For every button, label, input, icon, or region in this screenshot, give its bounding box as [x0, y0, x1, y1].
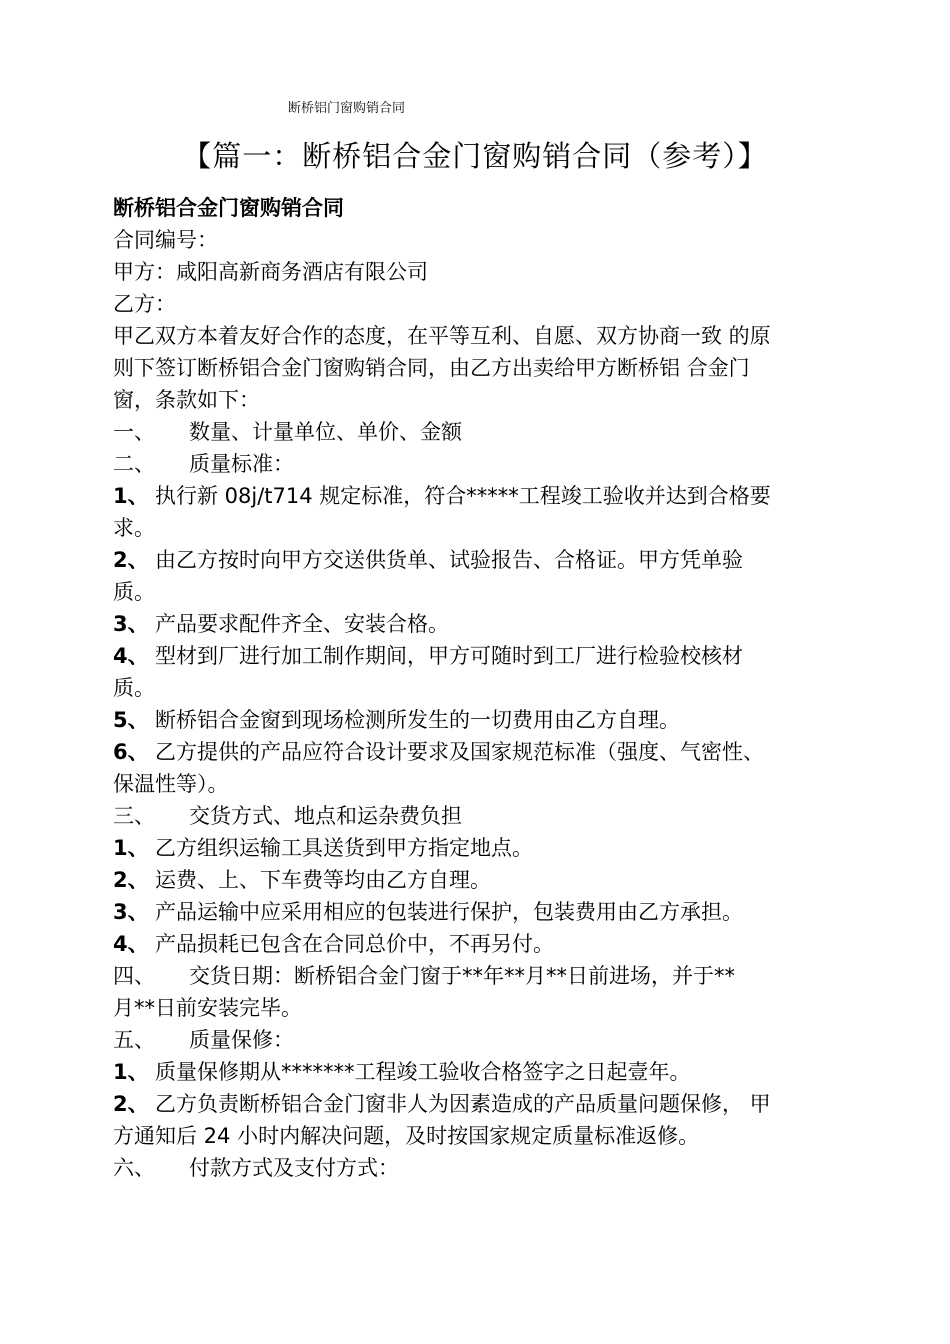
line-text: 由乙方按时向甲方交送供货单、试验报告、合格证。甲方凭单验 — [155, 548, 743, 572]
line-text: 窗，条款如下： — [113, 388, 260, 412]
line-text: 甲方：咸阳高新商务酒店有限公司 — [113, 260, 428, 284]
clause-item — [113, 704, 861, 736]
line-text: 质。 — [113, 676, 155, 700]
clause-item — [113, 480, 861, 512]
clause-number: 5、 — [113, 708, 149, 732]
clause-item — [113, 640, 861, 672]
document-title: 【篇一：断桥铝合金门窗购销合同（参考）】 — [182, 139, 768, 173]
section-number: 三、 — [113, 804, 155, 828]
clause-item — [113, 1056, 861, 1088]
text-line — [113, 288, 861, 320]
text-line — [113, 352, 861, 384]
text-line — [113, 992, 861, 1024]
clause-item — [113, 928, 861, 960]
clause-number: 4、 — [113, 932, 149, 956]
section-number: 一、 — [113, 420, 155, 444]
section-number: 五、 — [113, 1028, 155, 1052]
line-text: 乙方： — [113, 292, 176, 316]
text-line — [113, 384, 861, 416]
line-text: 质。 — [113, 580, 155, 604]
section-heading — [113, 800, 861, 832]
clause-number: 6、 — [113, 740, 149, 764]
line-text: 方通知后 24 小时内解决问题，及时按国家规定质量标准返修。 — [113, 1124, 700, 1148]
clause-number: 1、 — [113, 1060, 149, 1084]
section-heading — [113, 960, 861, 992]
line-text: 运费、上、下车费等均由乙方自理。 — [155, 868, 491, 892]
clause-number: 3、 — [113, 900, 149, 924]
clause-item — [113, 544, 861, 576]
text-line — [113, 192, 861, 224]
clause-number: 1、 — [113, 484, 149, 508]
line-text: 求。 — [113, 516, 155, 540]
clause-number: 3、 — [113, 612, 149, 636]
text-line — [113, 576, 861, 608]
clause-item — [113, 736, 861, 768]
text-line — [113, 320, 861, 352]
contract-body — [113, 192, 861, 1184]
line-text: 合同编号： — [113, 228, 218, 252]
section-heading — [113, 1152, 861, 1184]
clause-number: 2、 — [113, 1092, 149, 1116]
line-text: 甲乙双方本着友好合作的态度，在平等互利、自愿、双方协商一致 的原 — [113, 324, 771, 348]
text-line — [113, 672, 861, 704]
text-line — [113, 1120, 861, 1152]
clause-item — [113, 864, 861, 896]
clause-number: 1、 — [113, 836, 149, 860]
section-number: 六、 — [113, 1156, 155, 1180]
line-text: 乙方提供的产品应符合设计要求及国家规范标准（强度、气密性、 — [155, 740, 764, 764]
section-number: 四、 — [113, 964, 155, 988]
line-text: 产品要求配件齐全、安装合格。 — [155, 612, 449, 636]
clause-number: 2、 — [113, 868, 149, 892]
section-heading — [113, 448, 861, 480]
section-number: 二、 — [113, 452, 155, 476]
line-text: 乙方负责断桥铝合金门窗非人为因素造成的产品质量问题保修， 甲 — [155, 1092, 771, 1116]
line-text: 断桥铝合金门窗购销合同 — [113, 196, 344, 220]
clause-item — [113, 832, 861, 864]
text-line — [113, 224, 861, 256]
line-text: 乙方组织运输工具送货到甲方指定地点。 — [155, 836, 533, 860]
text-line — [113, 512, 861, 544]
line-text: 月**日前安装完毕。 — [113, 996, 302, 1020]
line-text: 质量保修期从*******工程竣工验收合格签字之日起壹年。 — [155, 1060, 691, 1084]
line-text: 产品损耗已包含在合同总价中，不再另付。 — [155, 932, 554, 956]
clause-item — [113, 896, 861, 928]
line-text: 执行新 08j/t714 规定标准，符合*****工程竣工验收并达到合格要 — [155, 484, 771, 508]
section-heading — [113, 416, 861, 448]
running-header: 断桥铝门窗购销合同 — [288, 101, 406, 116]
line-text: 断桥铝合金窗到现场检测所发生的一切费用由乙方自理。 — [155, 708, 680, 732]
section-heading — [113, 1024, 861, 1056]
line-text: 付款方式及支付方式： — [189, 1156, 399, 1180]
line-text: 保温性等）。 — [113, 772, 229, 796]
line-text: 交货日期：断桥铝合金门窗于**年**月**日前进场，并于** — [189, 964, 735, 988]
line-text: 则下签订断桥铝合金门窗购销合同，由乙方出卖给甲方断桥铝 合金门 — [113, 356, 750, 380]
line-text: 质量标准： — [189, 452, 294, 476]
clause-item — [113, 608, 861, 640]
line-text: 质量保修： — [189, 1028, 294, 1052]
clause-item — [113, 1088, 861, 1120]
line-text: 交货方式、地点和运杂费负担 — [189, 804, 462, 828]
clause-number: 4、 — [113, 644, 149, 668]
clause-number: 2、 — [113, 548, 149, 572]
line-text: 产品运输中应采用相应的包装进行保护，包装费用由乙方承担。 — [155, 900, 743, 924]
text-line — [113, 256, 861, 288]
line-text: 数量、计量单位、单价、金额 — [189, 420, 462, 444]
line-text: 型材到厂进行加工制作期间，甲方可随时到工厂进行检验校核材 — [155, 644, 743, 668]
text-line — [113, 768, 861, 800]
